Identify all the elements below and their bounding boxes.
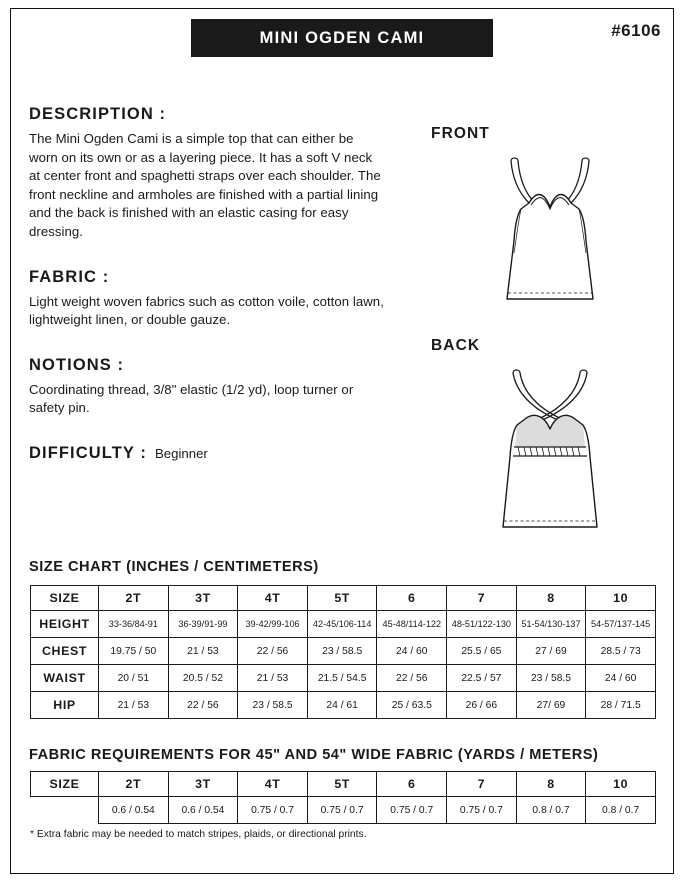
- table-cell: 0.6 / 0.54: [168, 797, 238, 824]
- table-cell: 0.75 / 0.7: [377, 797, 447, 824]
- column-header: 10: [586, 772, 656, 797]
- table-cell: 27 / 69: [516, 638, 586, 665]
- table-cell: 21 / 53: [238, 665, 308, 692]
- column-header: 8: [516, 772, 586, 797]
- column-header: 8: [516, 586, 586, 611]
- row-label: HEIGHT: [31, 611, 99, 638]
- table-row: [31, 665, 656, 692]
- table-cell: 0.8 / 0.7: [516, 797, 586, 824]
- table-cell: 23 / 58.5: [516, 665, 586, 692]
- table-cell: 23 / 58.5: [238, 692, 308, 719]
- description-body: The Mini Ogden Cami is a simple top that can either be worn on its own or as a layering piece. It has a soft V neck at center front and spaghetti straps over each shoulder. The front neckline and armholes are finished with a partial lining and the back is finished with an elastic casing for easy dressing.: [29, 131, 381, 239]
- column-header: 3T: [168, 772, 238, 797]
- column-header: 6: [377, 772, 447, 797]
- table-cell: 20.5 / 52: [168, 665, 238, 692]
- table-cell: 23 / 58.5: [307, 638, 377, 665]
- notions-heading: NOTIONS :: [29, 355, 125, 374]
- row-label: WAIST: [31, 665, 99, 692]
- page-header: [11, 9, 673, 67]
- table-cell: 28 / 71.5: [586, 692, 656, 719]
- table-row: [31, 692, 656, 719]
- fabric-requirements-title: FABRIC REQUIREMENTS FOR 45" AND 54" WIDE FABRIC (YARDS / METERS): [29, 747, 599, 763]
- table-cell: 20 / 51: [99, 665, 169, 692]
- table-header-row: [31, 586, 656, 611]
- table-cell: 28.5 / 73: [586, 638, 656, 665]
- column-header: 4T: [238, 586, 308, 611]
- column-header: 6: [377, 586, 447, 611]
- column-header: 7: [447, 772, 517, 797]
- table-cell: 0.75 / 0.7: [238, 797, 308, 824]
- fabric-footnote: * Extra fabric may be needed to match stripes, plaids, or directional prints.: [30, 829, 367, 840]
- size-chart-table: [30, 585, 656, 719]
- table-cell: 51-54/130-137: [516, 611, 586, 638]
- fabric-heading: FABRIC :: [29, 267, 110, 286]
- page-title: MINI OGDEN CAMI: [191, 19, 493, 57]
- table-row: [31, 611, 656, 638]
- front-view-illustration: [473, 149, 633, 334]
- table-row: [31, 797, 656, 824]
- back-view-label: BACK: [431, 337, 481, 354]
- column-header: SIZE: [31, 772, 99, 797]
- size-chart-title: SIZE CHART (INCHES / CENTIMETERS): [29, 559, 319, 575]
- column-header: 5T: [307, 586, 377, 611]
- table-cell: 22 / 56: [168, 692, 238, 719]
- table-cell: 48-51/122-130: [447, 611, 517, 638]
- table-cell: 21 / 53: [99, 692, 169, 719]
- table-cell: 36-39/91-99: [168, 611, 238, 638]
- front-view-label: FRONT: [431, 125, 490, 142]
- pattern-info-page: [10, 8, 674, 874]
- table-cell: 24 / 60: [586, 665, 656, 692]
- table-cell: 0.8 / 0.7: [586, 797, 656, 824]
- table-cell: 45-48/114-122: [377, 611, 447, 638]
- table-cell: 25 / 63.5: [377, 692, 447, 719]
- notions-body: Coordinating thread, 3/8" elastic (1/2 yd), loop turner or safety pin.: [29, 381, 354, 416]
- column-header: 4T: [238, 772, 308, 797]
- table-cell: 22 / 56: [377, 665, 447, 692]
- fabric-body: Light weight woven fabrics such as cotton voile, cotton lawn, lightweight linen, or double gauze.: [29, 293, 384, 328]
- table-cell: 0.6 / 0.54: [99, 797, 169, 824]
- table-cell: 22.5 / 57: [447, 665, 517, 692]
- table-row: [31, 638, 656, 665]
- table-cell: 22 / 56: [238, 638, 308, 665]
- table-cell: 27/ 69: [516, 692, 586, 719]
- column-header: SIZE: [31, 586, 99, 611]
- row-label: CHEST: [31, 638, 99, 665]
- pattern-number: #6106: [611, 21, 661, 40]
- info-column: [29, 105, 384, 463]
- column-header: 7: [447, 586, 517, 611]
- table-cell: 26 / 66: [447, 692, 517, 719]
- difficulty-heading: DIFFICULTY :: [29, 443, 147, 462]
- back-view-illustration: [473, 361, 633, 561]
- column-header: 5T: [307, 772, 377, 797]
- table-cell: 25.5 / 65: [447, 638, 517, 665]
- table-cell: 24 / 61: [307, 692, 377, 719]
- column-header: 10: [586, 586, 656, 611]
- row-label: [31, 797, 99, 824]
- table-header-row: [31, 772, 656, 797]
- difficulty-value: Beginner: [155, 445, 208, 461]
- table-cell: 24 / 60: [377, 638, 447, 665]
- table-cell: 0.75 / 0.7: [447, 797, 517, 824]
- table-cell: 21.5 / 54.5: [307, 665, 377, 692]
- row-label: HIP: [31, 692, 99, 719]
- fabric-requirements-table: [30, 771, 656, 824]
- description-heading: DESCRIPTION :: [29, 105, 167, 123]
- difficulty-row: [29, 444, 384, 463]
- column-header: 2T: [99, 586, 169, 611]
- table-cell: 21 / 53: [168, 638, 238, 665]
- column-header: 2T: [99, 772, 169, 797]
- column-header: 3T: [168, 586, 238, 611]
- table-cell: 54-57/137-145: [586, 611, 656, 638]
- table-cell: 19.75 / 50: [99, 638, 169, 665]
- table-cell: 0.75 / 0.7: [307, 797, 377, 824]
- table-cell: 39-42/99-106: [238, 611, 308, 638]
- table-cell: 42-45/106-114: [307, 611, 377, 638]
- table-cell: 33-36/84-91: [99, 611, 169, 638]
